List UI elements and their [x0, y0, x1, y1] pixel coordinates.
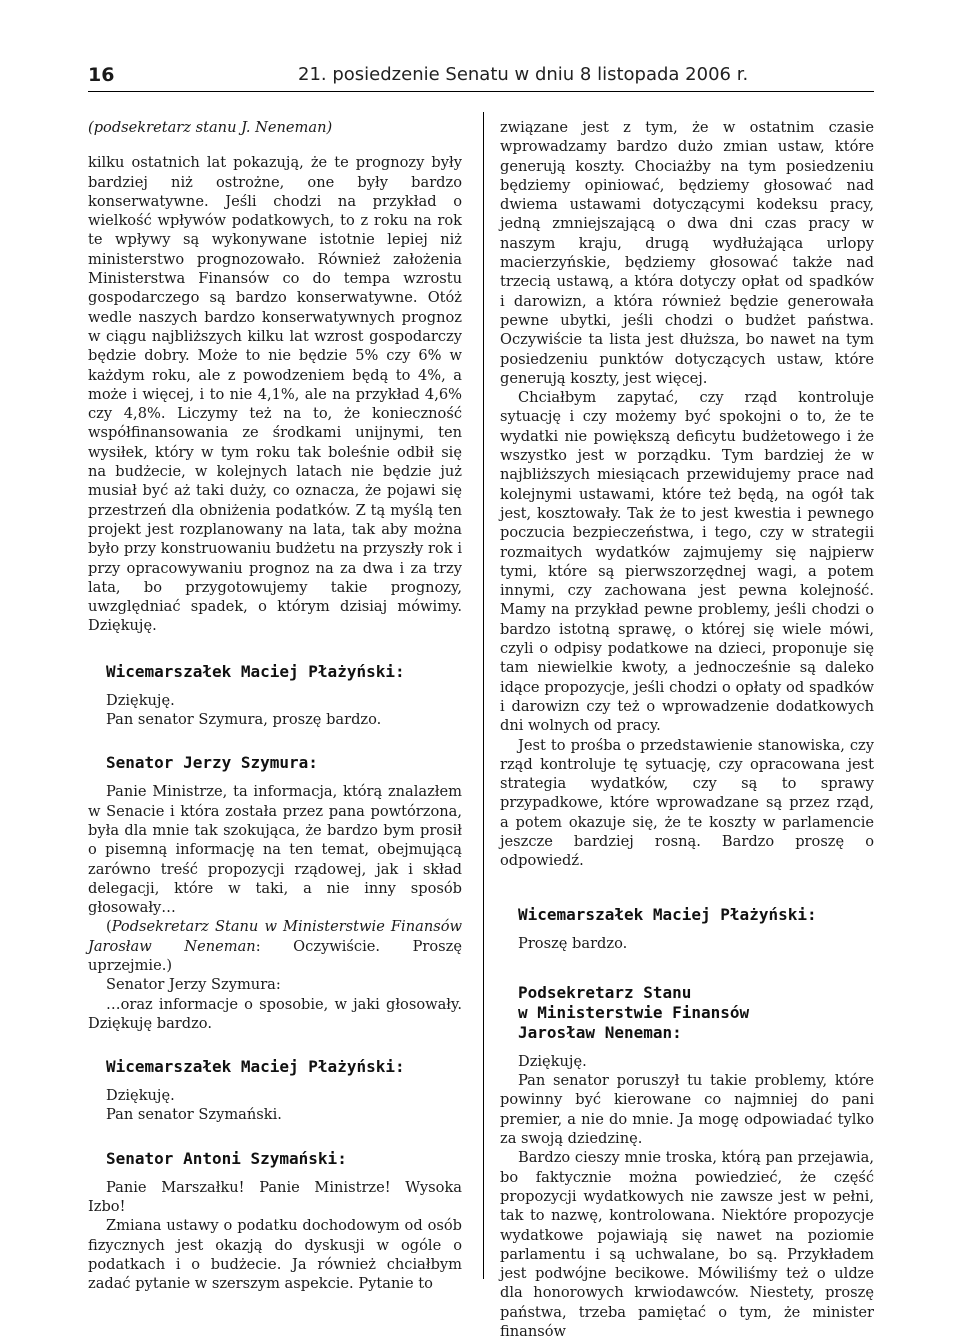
speaker-heading: Wicemarszałek Maciej Płażyński:: [106, 661, 405, 681]
paragraph: Panie Ministrze, ta informacja, którą znalazłem w Senacie i która została przez pana powtórzona, była dla mnie tak szokująca, że bardzo bym prosił o pisemną informację na ten temat, obejmującą zarówno treść propozycji rządowej, jak i skład delegacji, które w taki, a nie inny sposób głosowały…: [88, 783, 462, 917]
interjection-speaker: Podsekretarz Stanu w Ministerstwie Finansów Jarosław Neneman: [88, 918, 462, 955]
speaker-heading-line: Jarosław Neneman:: [518, 1022, 682, 1042]
paragraph: Pan senator Szymura, proszę bardzo.: [106, 711, 382, 729]
paragraph: związane jest z tym, że w ostatnim czasie wprowadzamy bardzo dużo zmian ustaw, które generują koszty. Chociażby na tym posiedzeniu będziemy opiniować, będziemy głosować nad dwiema ustawami dotyczącymi kodeksu pracy, jedną zmniejszającą o dwa dni czas pracy w naszym kraju, drugą wydłużająca urlopy macierzyńskie, będziemy głosować także nad trzecią ustawą, a która dotyczy opłat od spadków i darowizn, a która również będzie generowała pewne ubytki, jeśli chodzi o budżet państwa. Oczywiście ta lista jest dłuższa, bo nawet na tym posiedzeniu punktów dotyczących ustaw, które generują koszty, jest więcej.: [500, 119, 874, 387]
paragraph: Chciałbym zapytać, czy rząd kontroluje sytuację i czy możemy być spokojni o to, że te wydatki nie powiększą deficytu budżetowego i że wszystko jest w porządku. Tym bardziej że w najbliższych miesiącach przewidujemy prace nad kolejnymi ustawami, które też będą, na ogół tak jest, kosztowały. Tak że to jest kwestia i pewnego poczucia bezpieczeństwa, i tego, czy w strategii rozmaitych wydatków zajmujemy się najpierw tymi, które są pierwszorzędnej wagi, a potem innymi, czy zachowana jest pewna kolejność. Mamy na przykład pewne problemy, jeśli chodzi o bardzo istotną sprawę, o której się wiele mówi, czyli o odpisy podatkowe na dzieci, proponuje się tam niewielkie kwoty, a jednocześnie są daleko idące propozycje, jeśli chodzi o opłaty od spadków i darowizn czy też o wprowadzenie dodatkowych dni wolnych od pracy.: [500, 389, 874, 735]
paragraph: Jest to prośba o przedstawienie stanowiska, czy rząd kontroluje tę sytuację, czy opracowana jest strategia wydatków, czy są to sprawy przypadkowe, które wprowadzane są przez rząd, a potem okazuje się, że te koszty w parlamencie jeszcze bardziej rosną. Bardzo proszę o odpowiedź.: [500, 736, 874, 870]
speaker-heading: Senator Antoni Szymański:: [106, 1148, 347, 1168]
paragraph: Pan senator Szymański.: [106, 1106, 282, 1124]
paragraph: Panie Marszałku! Panie Ministrze! Wysoka Izbo!: [88, 1178, 462, 1216]
right-column: [500, 118, 874, 1341]
speaker-heading: Wicemarszałek Maciej Płażyński:: [518, 904, 817, 924]
paragraph: Dziękuję.: [106, 1087, 175, 1105]
page-header: [88, 60, 874, 94]
interjection-text: : Oczywiście. Proszę uprzejmie.): [88, 937, 462, 974]
paragraph: …oraz informacje o sposobie, w jaki głosowały. Dziękuję bardzo.: [88, 995, 462, 1032]
paragraph: Dziękuję.: [518, 1052, 587, 1070]
interjection: [88, 917, 462, 975]
paragraph: Dziękuję.: [106, 691, 175, 709]
running-title: 21. posiedzenie Senatu w dniu 8 listopada 2006 r.: [298, 64, 749, 85]
column-divider: [483, 112, 484, 1279]
page-number: 16: [88, 64, 115, 86]
speaker-heading: Wicemarszałek Maciej Płażyński:: [106, 1057, 405, 1077]
speaker-heading-line: Podsekretarz Stanu: [518, 982, 692, 1002]
paragraph: kilku ostatnich lat pokazują, że te prognozy były bardziej niż ostrożne, one były bardzo konserwatywne. Jeśli chodzi na przykład o wielkość wpływów podatkowych, to z roku na rok te wpływy są wykonywane istotnie lepiej niż ministerstwo prognozowało. Również założenia Ministerstwa Finansów co do tempa wzrostu gospodarczego są bardzo konserwatywne. Otóż wedle naszych bardzo konserwatywnych prognoz w ciągu najbliższych kilku lat wzrost gospodarczy będzie dobry. Może to nie będzie 5% czy 6% w każdym roku, ale z powodzeniem będą to 4%, a może i więcej, i to nie 4,1%, ale na przykład 4,6% czy 4,8%. Liczymy też na to, że konieczność współfinansowania ze środkami unijnymi, ten wysiłek, który w tym roku tak boleśnie odbił się na budżecie, w kolejnych latach nie będzie już musiał być aż taki duży, co oznacza, że pojawi się przestrzeń dla obniżenia podatków. Z tą myślą ten projekt jest rozplanowany na lata, tak aby można było przy konstruowaniu budżetu na przyszły rok i przy opracowywaniu prognoz na za dwa i za trzy lata, bo przygotowujemy takie prognozy, uwzględniać spadek, o którym dzisiaj mówimy. Dziękuję.: [88, 154, 462, 635]
speaker-heading: [518, 983, 874, 1043]
left-column: [88, 118, 462, 1294]
paragraph: Zmiana ustawy o podatku dochodowym od osób fizycznych jest okazją do dyskusji w ogóle o podatkach i o budżecie. Ja również chciałbym zadać pytanie w szerszym aspekcie. Pytanie to: [88, 1217, 462, 1293]
paragraph: Proszę bardzo.: [518, 934, 628, 952]
speaker-heading: Senator Jerzy Szymura:: [106, 753, 318, 773]
paragraph: Pan senator poruszył tu takie problemy, które powinny być kierowane co najmniej do pani premier, a nie do mnie. Ja mogę odpowiadać tylko za swoją dziedzinę.: [500, 1072, 874, 1148]
paragraph: Senator Jerzy Szymura:: [106, 976, 281, 994]
speaker-heading-line: w Ministerstwie Finansów: [518, 1002, 750, 1022]
paragraph: Bardzo cieszy mnie troska, którą pan przejawia, bo faktycznie można powiedzieć, że część propozycji wydatkowych nie zawsze jest w pełni, tak to nazwę, kontrolowana. Niektóre propozycje wydatkowe pojawiają się nawet na poziomie parlamentu i są uchwalane, bo są. Przykładem jest podwójne becikowe. Mówiliśmy też o uldze dla honorowych krwiodawców. Niestety, proszę państwa, trzeba pamiętać o tym, że minister finansów: [500, 1149, 874, 1341]
header-rule: [88, 91, 874, 92]
interjection-open: (: [106, 918, 112, 936]
speaker-note: (podsekretarz stanu J. Neneman): [88, 119, 333, 136]
